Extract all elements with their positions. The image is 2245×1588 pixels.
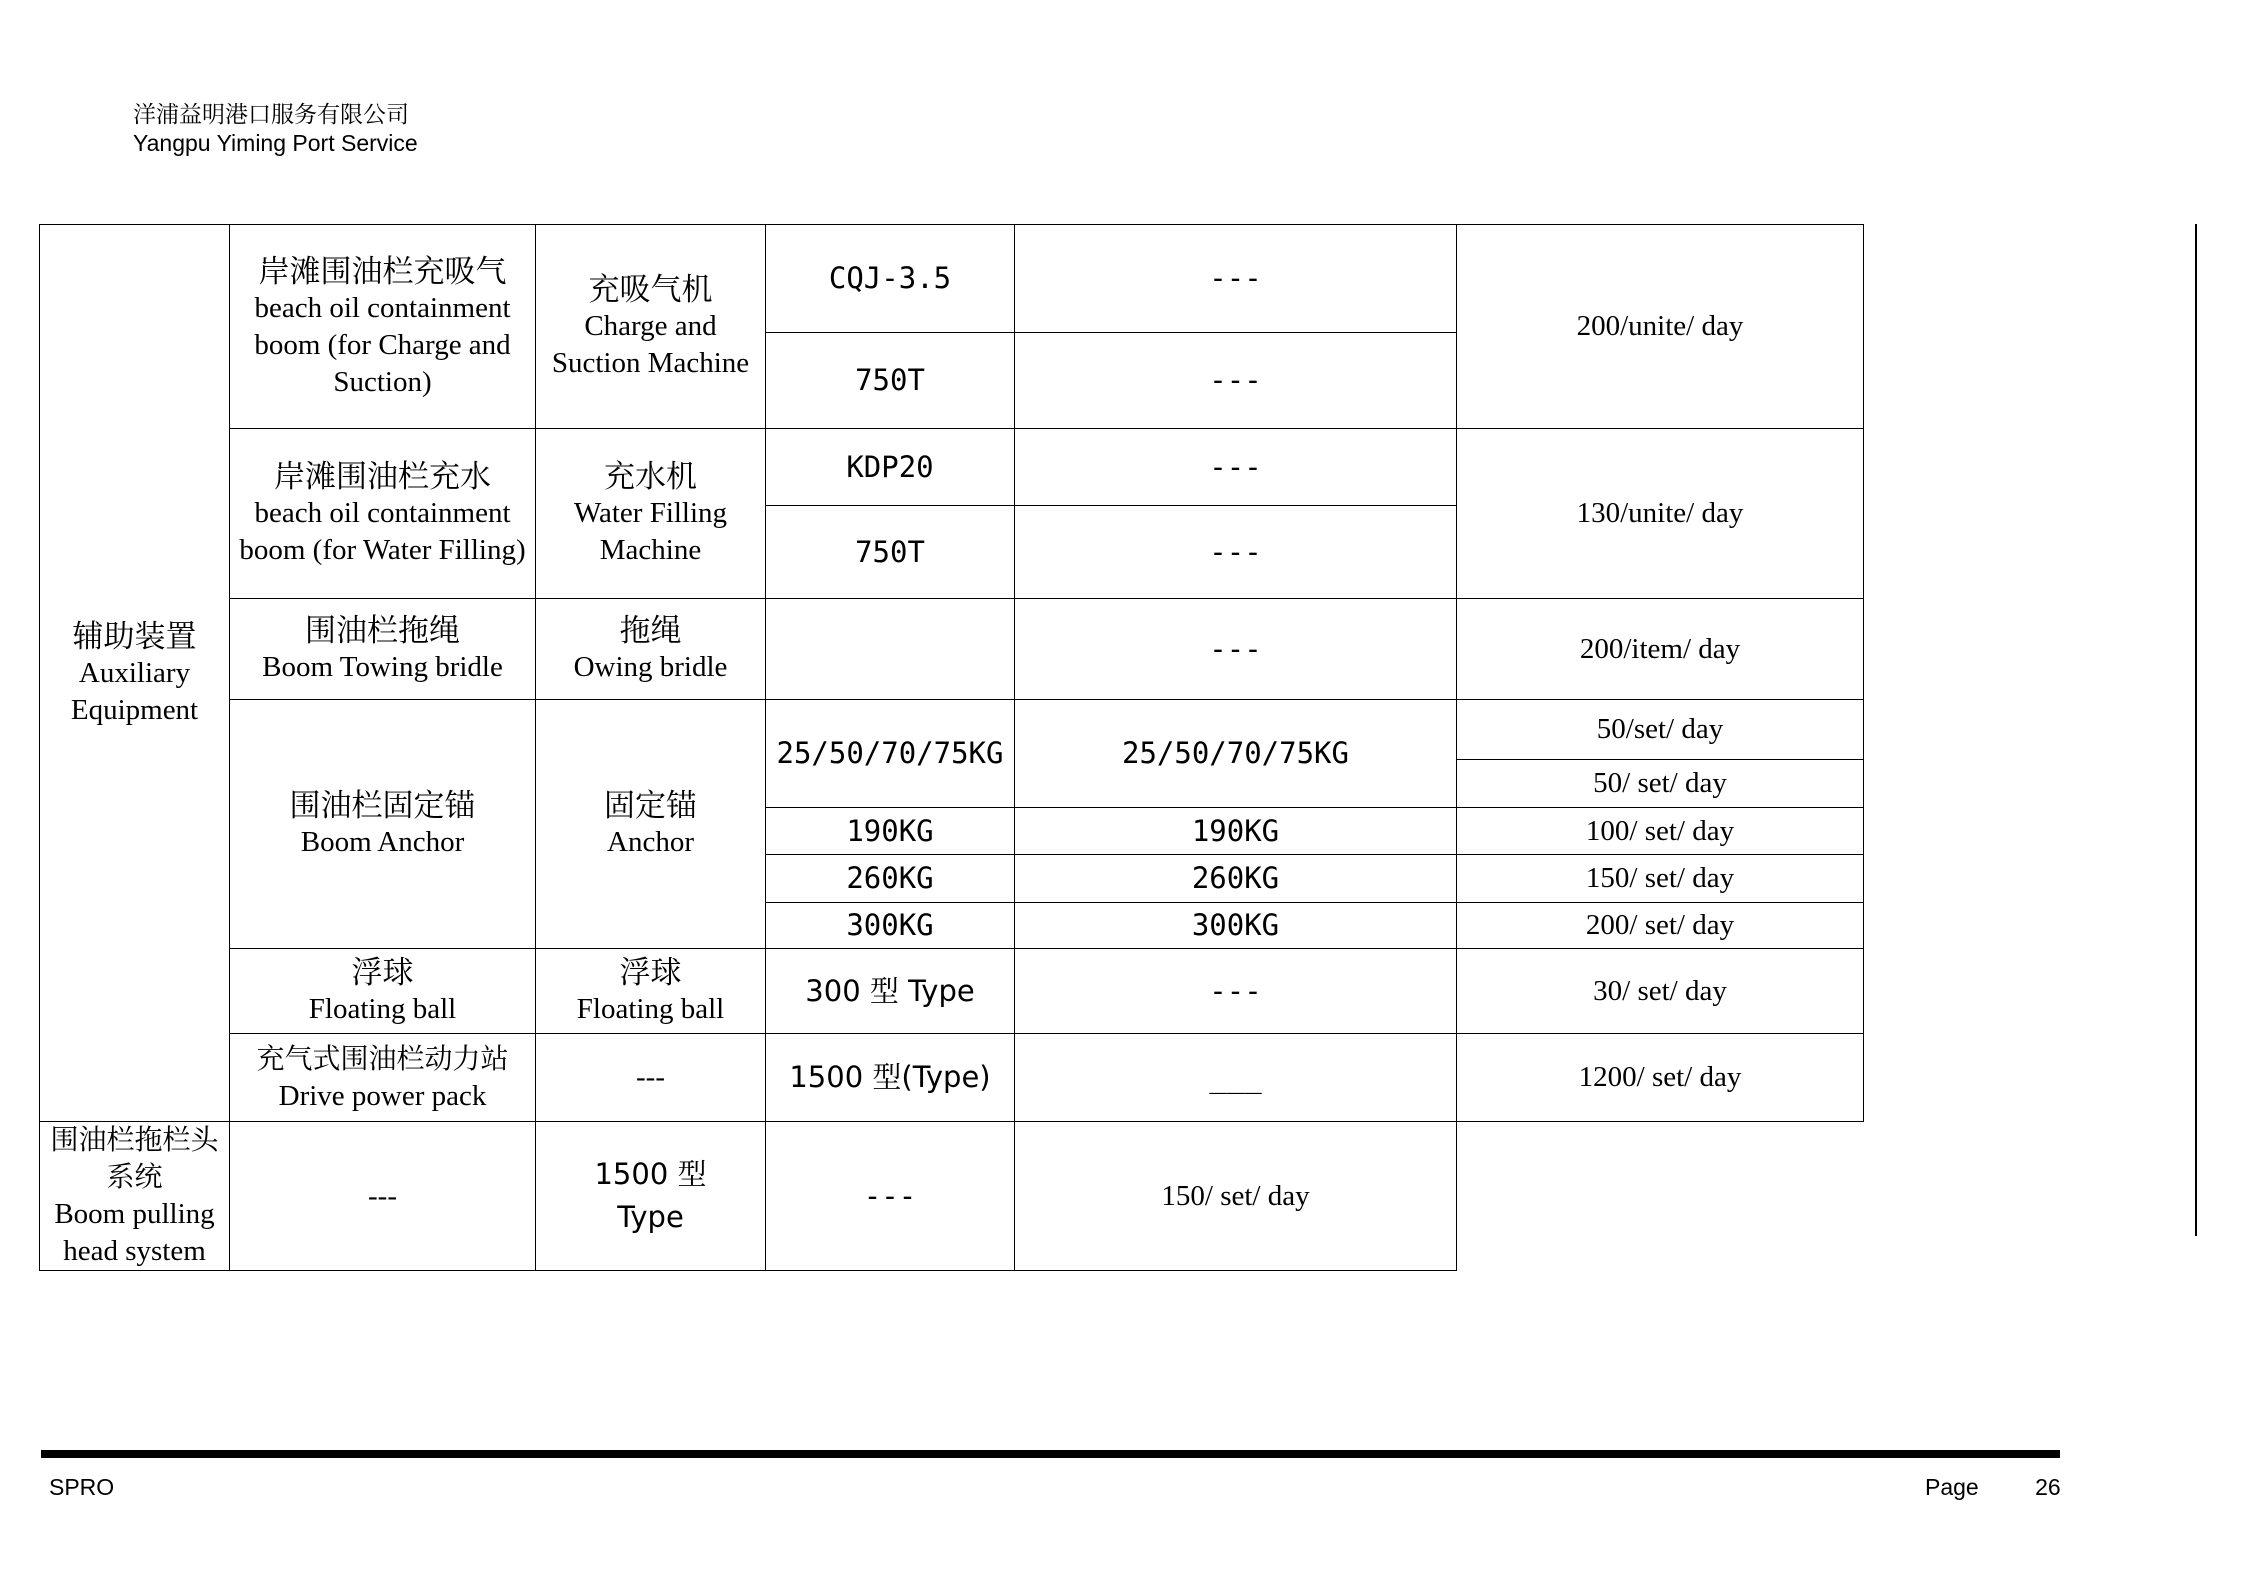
model-cell: 190KG [766, 808, 1015, 855]
rate-cell: 200/unite/ day [1457, 225, 1864, 429]
rate-cell: 130/unite/ day [1457, 429, 1864, 599]
rate-cell: 100/ set/ day [1457, 808, 1864, 855]
item-name-cn: 充气式围油栏动力站 [256, 1043, 509, 1075]
machine-en: Anchor [607, 826, 694, 858]
rate-cell: 30/ set/ day [1457, 949, 1864, 1034]
table-row [40, 700, 1864, 760]
model-cell: 300KG [766, 903, 1015, 949]
item-name-cn: 围油栏固定锚 [289, 788, 476, 823]
rate-cell: 1200/ set/ day [1457, 1034, 1864, 1122]
spec-cell: --- [1015, 429, 1457, 506]
model-cell [536, 1122, 766, 1271]
table-row [40, 599, 1864, 700]
model-cell: KDP20 [766, 429, 1015, 506]
model-cell: 750T [766, 333, 1015, 429]
item-name-en: Boom Anchor [300, 826, 465, 858]
spec-cell: --- [1015, 599, 1457, 700]
spec-cell: --- [1015, 225, 1457, 333]
machine-en: Charge and Suction Machine [551, 310, 750, 379]
model-cell: 25/50/70/75KG [766, 700, 1015, 808]
table-row [40, 1034, 1864, 1122]
table-row [40, 225, 1864, 333]
model-cell: 300 型 Type [766, 949, 1015, 1034]
machine-cn: 浮球 [619, 955, 682, 990]
spec-cell: 190KG [1015, 808, 1457, 855]
spec-cell: ___ [1015, 1034, 1457, 1122]
item-name-cell [230, 1034, 536, 1122]
rate-cell: 50/set/ day [1457, 700, 1864, 760]
table-row [40, 949, 1864, 1034]
item-name-cn: 岸滩围油栏充水 [274, 459, 491, 494]
item-name-en: beach oil containment boom (for Water Filling) [239, 497, 526, 566]
model-cell [766, 599, 1015, 700]
machine-cn: 充水机 [604, 459, 697, 494]
model-cell: CQJ-3.5 [766, 225, 1015, 333]
spec-cell: 260KG [1015, 855, 1457, 903]
rate-cell: 200/item/ day [1457, 599, 1864, 700]
machine-en: Water Filling Machine [573, 497, 728, 566]
item-name-cn: 浮球 [351, 955, 414, 990]
machine-cell [536, 949, 766, 1034]
model-line-1: 1500 型 [594, 1157, 707, 1191]
spec-cell: 300KG [1015, 903, 1457, 949]
machine-cell [536, 225, 766, 429]
machine-en: Owing bridle [573, 651, 728, 683]
document-header [133, 100, 418, 158]
machine-cell [536, 429, 766, 599]
machine-cn: 充吸气机 [588, 272, 713, 307]
machine-cn: 拖绳 [619, 613, 682, 648]
item-name-cell [230, 225, 536, 429]
category-cell [40, 225, 230, 1122]
category-cn: 辅助装置 [72, 618, 197, 654]
item-name-cell [230, 429, 536, 599]
item-name-en: Boom Towing bridle [262, 651, 503, 683]
right-margin-rule [2195, 224, 2197, 1236]
item-name-en: Drive power pack [278, 1079, 487, 1112]
item-name-cell [230, 599, 536, 700]
machine-cell: --- [230, 1122, 536, 1271]
item-name-cell [40, 1122, 230, 1271]
rate-cell: 150/ set/ day [1015, 1122, 1457, 1271]
model-cell: 1500 型(Type) [766, 1034, 1015, 1122]
item-name-en: Floating ball [308, 993, 457, 1025]
page-label: Page [1925, 1474, 1979, 1500]
item-name-cn: 岸滩围油栏充吸气 [258, 253, 507, 289]
item-name-cell [230, 949, 536, 1034]
category-en: Auxiliary Equipment [70, 656, 199, 726]
spec-cell: --- [766, 1122, 1015, 1271]
footer-left-text: SPRO [49, 1474, 115, 1500]
company-name-en: Yangpu Yiming Port Service [133, 130, 418, 156]
item-name-cn: 围油栏拖绳 [305, 613, 460, 648]
footer-rule [41, 1450, 2060, 1458]
table-row [40, 1122, 1864, 1271]
rate-cell: 50/ set/ day [1457, 760, 1864, 808]
page-indicator [1925, 1474, 2061, 1501]
item-name-en: beach oil containment boom (for Charge and Suction) [254, 291, 511, 398]
item-name-cn: 围油栏拖栏头系统 [50, 1125, 219, 1193]
rate-cell: 200/ set/ day [1457, 903, 1864, 949]
model-cell: 750T [766, 506, 1015, 599]
table-row [40, 429, 1864, 506]
company-name-cn: 洋浦益明港口服务有限公司 [133, 101, 409, 127]
page-number: 26 [2035, 1474, 2061, 1500]
machine-en: Floating ball [576, 993, 725, 1025]
spec-cell: 25/50/70/75KG [1015, 700, 1457, 808]
item-name-en: Boom pulling head system [54, 1198, 215, 1267]
equipment-table [39, 224, 1864, 1271]
machine-cell [536, 700, 766, 949]
spec-cell: --- [1015, 506, 1457, 599]
model-cell: 260KG [766, 855, 1015, 903]
machine-cn: 固定锚 [604, 788, 697, 823]
machine-cell: --- [536, 1034, 766, 1122]
spec-cell: --- [1015, 949, 1457, 1034]
machine-cell [536, 599, 766, 700]
item-name-cell [230, 700, 536, 949]
spec-cell: --- [1015, 333, 1457, 429]
model-line-2: Type [617, 1200, 684, 1234]
rate-cell: 150/ set/ day [1457, 855, 1864, 903]
